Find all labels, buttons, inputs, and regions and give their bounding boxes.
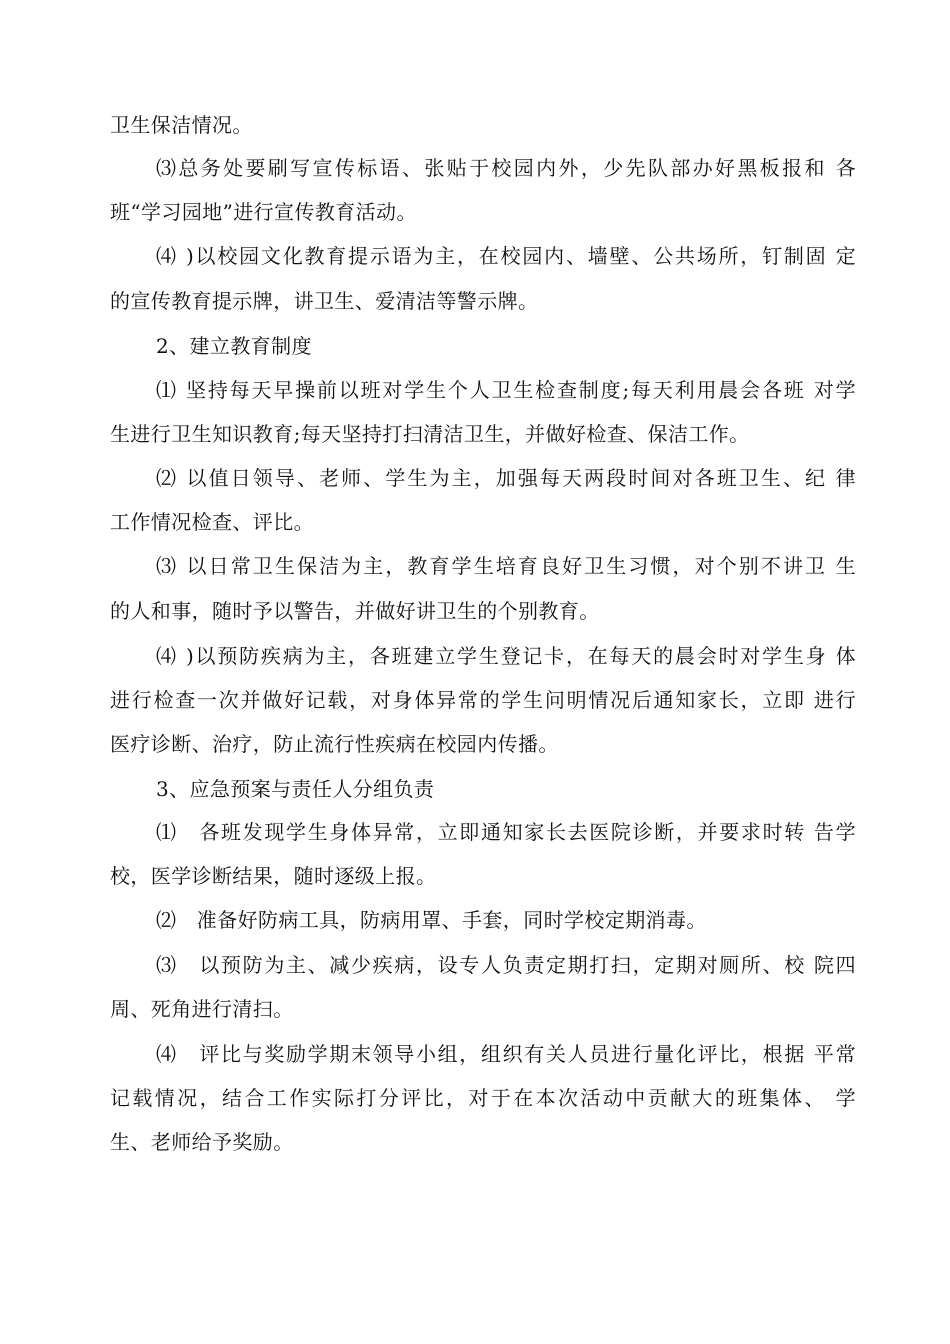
text-line: 班“学习园地”进行宣传教育活动。 bbox=[110, 200, 417, 224]
text-line: 校，医学诊断结果，随时逐级上报。 bbox=[110, 864, 437, 888]
text-line: 生进行卫生知识教育;每天坚持打扫清洁卫生，并做好检查、保洁工作。 bbox=[110, 422, 750, 446]
text-line: ⑴ 坚持每天早操前以班对学生个人卫生检查制度;每天利用晨会各班 对学 bbox=[156, 378, 856, 402]
text-line: ⑶ 以预防为主、减少疾病，设专人负责定期打扫，定期对厕所、校 院四 bbox=[156, 953, 856, 977]
text-line: ⑴ 各班发现学生身体异常，立即通知家长去医院诊断，并要求时转 告学 bbox=[156, 820, 856, 844]
text-line: 记载情况，结合工作实际打分评比，对于在本次活动中贡献大的班集体、 学 bbox=[110, 1086, 856, 1110]
section-heading: 2、建立教育制度 bbox=[156, 334, 312, 358]
text-line: 工作情况检查、评比。 bbox=[110, 510, 314, 534]
text-line: 周、死角进行清扫。 bbox=[110, 997, 294, 1021]
text-line: ⑷ )以校园文化教育提示语为主，在校园内、墙壁、公共场所，钉制固 定 bbox=[156, 244, 856, 268]
section-heading: 3、应急预案与责任人分组负责 bbox=[156, 777, 435, 801]
text-line: 的人和事，随时予以警告，并做好讲卫生的个别教育。 bbox=[110, 599, 600, 623]
text-line: ⑶ 以日常卫生保洁为主，教育学生培育良好卫生习惯，对个别不讲卫 生 bbox=[156, 554, 856, 578]
text-line: 的宣传教育提示牌，讲卫生、爱清洁等警示牌。 bbox=[110, 289, 539, 313]
text-line: 生、老师给予奖励。 bbox=[110, 1130, 294, 1154]
text-line: 卫生保洁情况。 bbox=[110, 113, 253, 137]
text-line: ⑵ 以值日领导、老师、学生为主，加强每天两段时间对各班卫生、纪 律 bbox=[156, 466, 856, 490]
text-line: ⑷ 评比与奖励学期末领导小组，组织有关人员进行量化评比，根据 平常 bbox=[156, 1042, 856, 1066]
text-line: 医疗诊断、治疗，防止流行性疾病在校园内传播。 bbox=[110, 732, 559, 756]
text-line: 进行检查一次并做好记载，对身体异常的学生问明情况后通知家长，立即 进行 bbox=[110, 688, 856, 712]
text-line: ⑶总务处要刷写宣传标语、张贴于校园内外，少先队部办好黑板报和 各 bbox=[156, 156, 856, 180]
text-line: ⑷ )以预防疾病为主，各班建立学生登记卡，在每天的晨会时对学生身 体 bbox=[156, 644, 856, 668]
text-line: ⑵ 准备好防病工具，防病用罩、手套，同时学校定期消毒。 bbox=[156, 908, 707, 932]
